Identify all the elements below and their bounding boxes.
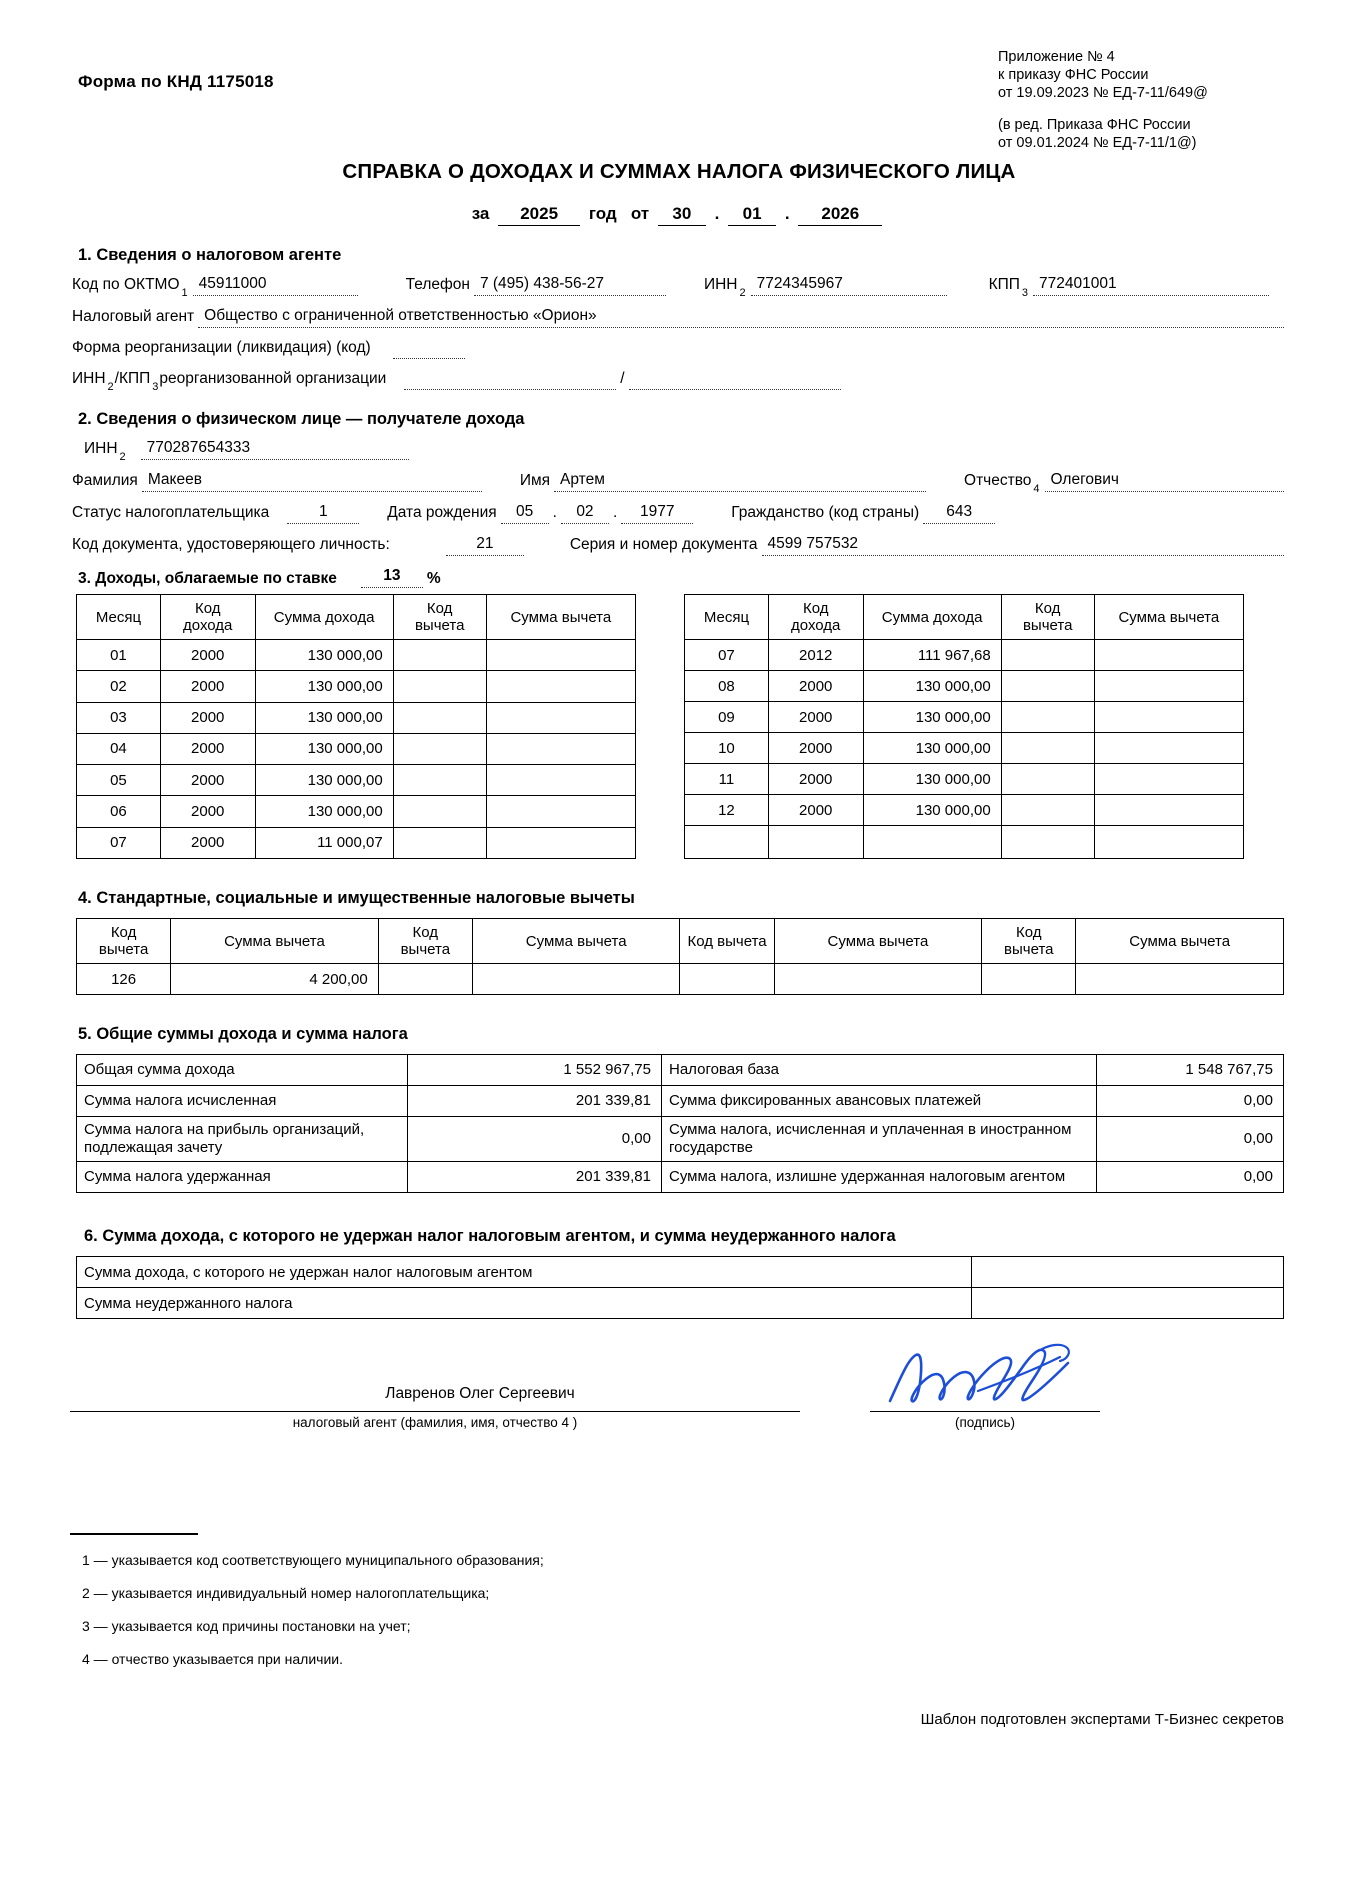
table-row	[77, 1117, 1284, 1162]
reorg-inn-footnote-marker: 2	[107, 381, 114, 393]
cell-income-code: 2012	[768, 640, 863, 671]
oktmo-value[interactable]: 45911000	[193, 275, 358, 296]
middlename-label: Отчество	[964, 472, 1032, 489]
table-row	[77, 702, 636, 733]
period-prefix: за	[471, 204, 490, 223]
deductions-table-body	[77, 964, 1284, 995]
issue-year[interactable]: 2026	[798, 204, 882, 226]
cell-deduction-code	[393, 733, 486, 764]
col-deduction-sum-2: Сумма вычета	[472, 919, 680, 964]
person-name-row	[72, 471, 1288, 495]
birthdate-label: Дата рождения	[387, 504, 497, 521]
agent-inn-label: ИНН	[703, 276, 738, 293]
total-value2-1: 1 548 767,75	[1097, 1055, 1284, 1086]
cell-deduction-code	[393, 671, 486, 702]
cell-income-code: 2000	[160, 827, 255, 858]
total-value2-3: 0,00	[1097, 1117, 1284, 1162]
reorg-form-value[interactable]	[393, 340, 465, 359]
cell-income-code: 2000	[160, 671, 255, 702]
income-tables	[76, 594, 1288, 859]
table-row	[685, 640, 1244, 671]
section-5-heading: 5. Общие суммы дохода и сумма налога	[78, 1025, 408, 1043]
birth-day[interactable]: 05	[501, 503, 549, 524]
agent-name-label: Налоговый агент	[72, 308, 195, 325]
cell-deduction-sum	[486, 827, 635, 858]
cell-month: 12	[685, 795, 769, 826]
col-deduction-code	[1001, 595, 1094, 640]
cell-deduction-sum-4	[1076, 964, 1284, 995]
cell-empty	[768, 826, 863, 859]
agent-kpp-label: КПП	[988, 276, 1020, 293]
cell-deduction-sum	[486, 640, 635, 671]
cell-deduction-sum-1: 4 200,00	[171, 964, 379, 995]
col-month: Месяц	[77, 595, 161, 640]
reorg-form-label: Форма реорганизации (ликвидация) (код)	[72, 339, 371, 356]
cell-deduction-sum	[486, 702, 635, 733]
oktmo-label: Код по ОКТМО	[72, 276, 180, 293]
unwithheld-table	[76, 1256, 1284, 1319]
deductions-table	[76, 918, 1284, 995]
col-code-line1: Код	[412, 924, 439, 941]
knd-form-code: Форма по КНД 1175018	[78, 72, 274, 91]
table-row	[77, 1086, 1284, 1117]
birth-dot-2: .	[612, 504, 618, 521]
cell-empty	[685, 826, 769, 859]
cell-deduction-code	[393, 827, 486, 858]
signature-rule	[870, 1411, 1100, 1412]
total-label2-2: Сумма фиксированных авансовых платежей	[662, 1086, 1097, 1117]
cell-empty	[1001, 826, 1094, 859]
middlename-footnote-marker: 4	[1033, 483, 1040, 495]
cell-income-sum: 130 000,00	[863, 795, 1001, 826]
issue-day[interactable]: 30	[658, 204, 706, 226]
status-value[interactable]: 1	[287, 503, 359, 524]
table-row	[77, 827, 636, 858]
birth-year[interactable]: 1977	[621, 503, 693, 524]
footnote-1: 1 — указывается код соответствующего муниципального образования;	[82, 1552, 544, 1568]
cell-month: 05	[77, 765, 161, 796]
col-deduction-sum-4: Сумма вычета	[1076, 919, 1284, 964]
reorg-inn-label: ИНН	[72, 370, 106, 387]
doc-code-label: Код документа, удостоверяющего личность:	[72, 536, 390, 553]
cell-month: 03	[77, 702, 161, 733]
section-4-heading: 4. Стандартные, социальные и имущественные налоговые вычеты	[78, 889, 635, 907]
total-label2-4: Сумма налога, излишне удержанная налоговым агентом	[662, 1162, 1097, 1193]
table-row	[77, 765, 636, 796]
cell-deduction-sum	[1094, 795, 1243, 826]
birth-dot-1: .	[552, 504, 557, 521]
col-deduction-sum: Сумма вычета	[1094, 595, 1243, 640]
person-document-row	[72, 535, 1288, 556]
cell-income-code: 2000	[768, 702, 863, 733]
agent-inn-footnote-marker: 2	[739, 287, 746, 299]
reorg-inn-value[interactable]	[404, 371, 616, 390]
cell-income-sum: 111 967,68	[863, 640, 1001, 671]
unwithheld-table-body	[77, 1257, 1284, 1319]
table-row-empty	[685, 826, 1244, 859]
cell-deduction-sum-3	[774, 964, 982, 995]
cell-deduction-code	[1001, 671, 1094, 702]
cell-month: 10	[685, 733, 769, 764]
handwritten-signature-icon	[882, 1339, 1102, 1413]
table-row	[77, 640, 636, 671]
document-header	[70, 0, 1288, 151]
cell-income-code: 2000	[160, 796, 255, 827]
oktmo-footnote-marker: 1	[181, 287, 188, 299]
appendix-line-2: к приказу ФНС России	[998, 67, 1149, 83]
issue-month[interactable]: 01	[728, 204, 776, 226]
col-code-line1: Код	[1016, 924, 1042, 941]
total-label-3: Сумма налога на прибыль организаций, подлежащая зачету	[77, 1117, 408, 1162]
table-row	[685, 795, 1244, 826]
cell-month: 07	[685, 640, 769, 671]
total-label2-1: Налоговая база	[662, 1055, 1097, 1086]
total-value-1: 1 552 967,75	[408, 1055, 662, 1086]
template-credit: Шаблон подготовлен экспертами Т-Бизнес секретов	[920, 1711, 1284, 1728]
col-deduction-code-4	[982, 919, 1076, 964]
cell-income-sum: 130 000,00	[863, 733, 1001, 764]
cell-deduction-sum-2	[472, 964, 680, 995]
doc-number-label: Серия и номер документа	[569, 536, 758, 553]
cell-empty	[863, 826, 1001, 859]
cell-deduction-sum	[486, 733, 635, 764]
table-row	[77, 733, 636, 764]
phone-label: Телефон	[405, 276, 470, 293]
period-year[interactable]: 2025	[498, 204, 580, 226]
reorg-kpp-label: /КПП	[114, 370, 151, 387]
col-deduction-sum-3: Сумма вычета	[774, 919, 982, 964]
cell-income-sum: 130 000,00	[255, 671, 393, 702]
signature-block	[70, 1385, 1288, 1489]
col-code-line2: вычета	[98, 941, 149, 958]
cell-income-sum: 130 000,00	[255, 733, 393, 764]
cell-month: 09	[685, 702, 769, 733]
period-from-word: от	[630, 204, 650, 223]
cell-income-code: 2000	[768, 795, 863, 826]
phone-value[interactable]: 7 (495) 438-56-27	[474, 275, 666, 296]
cell-deduction-code	[393, 640, 486, 671]
table-row	[77, 1288, 1284, 1319]
section-2-heading: 2. Сведения о физическом лице — получателе дохода	[78, 410, 525, 428]
total-label-2: Сумма налога исчисленная	[77, 1086, 408, 1117]
signature-caption: (подпись)	[954, 1415, 1016, 1430]
col-deduction-sum: Сумма вычета	[486, 595, 635, 640]
cell-deduction-code	[1001, 640, 1094, 671]
totals-table	[76, 1054, 1284, 1193]
cell-income-code: 2000	[160, 640, 255, 671]
total-value-2: 201 339,81	[408, 1086, 662, 1117]
col-deduction-code-line2: вычета	[1022, 617, 1073, 634]
section-3-heading-row	[78, 567, 1288, 588]
cell-month: 02	[77, 671, 161, 702]
total-value-4: 201 339,81	[408, 1162, 662, 1193]
reorg-kpp-value[interactable]	[629, 371, 841, 390]
citizenship-value[interactable]: 643	[923, 503, 995, 524]
cell-deduction-code-2	[378, 964, 472, 995]
cell-income-code: 2000	[768, 764, 863, 795]
cell-deduction-code	[393, 796, 486, 827]
cell-income-code: 2000	[160, 765, 255, 796]
col-deduction-code-line1: Код	[1034, 600, 1061, 617]
cell-income-sum: 130 000,00	[255, 640, 393, 671]
cell-deduction-code	[393, 702, 486, 733]
col-deduction-code-1	[77, 919, 171, 964]
agent-inn-value[interactable]: 7724345967	[751, 275, 947, 296]
col-deduction-code-2	[378, 919, 472, 964]
person-inn-footnote-marker: 2	[119, 451, 126, 463]
table-row	[77, 1162, 1284, 1193]
col-code-line2: вычета	[400, 941, 451, 958]
doc-number-value[interactable]: 4599 757532	[762, 535, 1284, 556]
page-title: СПРАВКА О ДОХОДАХ И СУММАХ НАЛОГА ФИЗИЧЕСКОГО ЛИЦА	[342, 160, 1016, 183]
col-month: Месяц	[685, 595, 769, 640]
cell-deduction-sum	[1094, 640, 1243, 671]
report-period-line	[70, 204, 1288, 226]
cell-deduction-code	[1001, 795, 1094, 826]
cell-deduction-code-4	[982, 964, 1076, 995]
col-income-code-line2: дохода	[183, 617, 233, 634]
period-year-word: год	[588, 204, 617, 223]
agent-signer-name: Лавренов Олег Сергеевич	[385, 1385, 575, 1402]
cell-income-sum: 130 000,00	[255, 765, 393, 796]
col-income-code-line1: Код	[802, 600, 829, 617]
person-inn-value[interactable]: 770287654333	[141, 439, 409, 460]
total-value2-2: 0,00	[1097, 1086, 1284, 1117]
percent-sign: %	[426, 570, 441, 587]
income-table-left-header	[77, 595, 636, 640]
cell-month: 11	[685, 764, 769, 795]
col-deduction-code-line1: Код	[426, 600, 453, 617]
income-table-left-body	[77, 640, 636, 859]
cell-income-sum: 130 000,00	[255, 702, 393, 733]
date-dot-2: .	[784, 204, 790, 223]
col-income-code-line2: дохода	[791, 617, 841, 634]
total-label-4: Сумма налога удержанная	[77, 1162, 408, 1193]
deductions-table-header	[77, 919, 1284, 964]
cell-income-code: 2000	[768, 733, 863, 764]
signer-name-caption: налоговый агент (фамилия, имя, отчество 4 )	[292, 1415, 578, 1430]
cell-income-code: 2000	[160, 702, 255, 733]
agent-kpp-footnote-marker: 3	[1021, 287, 1029, 299]
col-income-sum: Сумма дохода	[255, 595, 393, 640]
cell-month: 06	[77, 796, 161, 827]
income-table-right	[684, 594, 1244, 859]
income-table-right-body	[685, 640, 1244, 859]
appendix-gap	[998, 102, 1288, 116]
footnote-divider	[70, 1533, 198, 1535]
total-value2-4: 0,00	[1097, 1162, 1284, 1193]
col-code-line2: вычета	[1004, 941, 1054, 958]
cell-income-sum: 11 000,07	[255, 827, 393, 858]
table-row	[77, 1055, 1284, 1086]
appendix-line-3: от 19.09.2023 № ЕД-7-11/649@	[998, 85, 1208, 101]
cell-deduction-sum	[1094, 671, 1243, 702]
col-income-code-line1: Код	[194, 600, 221, 617]
cell-income-sum: 130 000,00	[863, 702, 1001, 733]
footnote-4: 4 — отчество указывается при наличии.	[82, 1651, 343, 1667]
income-table-left	[76, 594, 636, 859]
reorg-form-row	[72, 339, 1288, 359]
date-dot-1: .	[714, 204, 720, 223]
cell-month: 01	[77, 640, 161, 671]
citizenship-label: Гражданство (код страны)	[731, 504, 920, 521]
cell-deduction-sum	[1094, 764, 1243, 795]
footnote-2: 2 — указывается индивидуальный номер налогоплательщика;	[82, 1585, 490, 1601]
cell-deduction-code	[1001, 764, 1094, 795]
firstname-value[interactable]: Артем	[554, 471, 926, 492]
person-inn-label: ИНН	[84, 440, 118, 457]
person-status-row	[72, 503, 1288, 524]
section-1-heading: 1. Сведения о налоговом агенте	[78, 246, 342, 264]
lastname-label: Фамилия	[72, 472, 138, 489]
table-row	[685, 733, 1244, 764]
appendix-reference	[998, 48, 1288, 152]
appendix-line-1: Приложение № 4	[998, 49, 1115, 65]
cell-deduction-code	[1001, 702, 1094, 733]
unwithheld-label-1: Сумма дохода, с которого не удержан налог налоговым агентом	[77, 1257, 972, 1288]
cell-month: 08	[685, 671, 769, 702]
col-code-line1: Код	[110, 924, 137, 941]
cell-month: 04	[77, 733, 161, 764]
total-label-1: Общая сумма дохода	[77, 1055, 408, 1086]
agent-kpp-value[interactable]: 772401001	[1033, 275, 1269, 296]
table-row	[77, 796, 636, 827]
cell-deduction-code-1: 126	[77, 964, 171, 995]
cell-income-sum: 130 000,00	[863, 764, 1001, 795]
cell-empty	[1094, 826, 1243, 859]
reorg-inn-kpp-row	[72, 370, 1288, 393]
table-row	[685, 702, 1244, 733]
reorg-org-label: реорганизованной организации	[159, 370, 387, 387]
middlename-value[interactable]: Олегович	[1045, 471, 1284, 492]
cell-income-sum: 130 000,00	[863, 671, 1001, 702]
table-row	[685, 671, 1244, 702]
reorg-slash: /	[620, 370, 625, 387]
agent-name-row	[72, 307, 1288, 328]
unwithheld-value-1	[972, 1257, 1284, 1288]
income-table-right-header	[685, 595, 1244, 640]
agent-identifiers-row	[72, 275, 1288, 299]
cell-income-sum: 130 000,00	[255, 796, 393, 827]
revision-line-1: (в ред. Приказа ФНС России	[998, 117, 1191, 133]
person-inn-row	[84, 439, 1288, 463]
footnote-3: 3 — указывается код причины постановки на учет;	[82, 1618, 411, 1634]
doc-code-value[interactable]: 21	[446, 535, 524, 556]
cell-deduction-sum	[486, 796, 635, 827]
col-deduction-sum-1: Сумма вычета	[171, 919, 379, 964]
unwithheld-value-2	[972, 1288, 1284, 1319]
birth-month[interactable]: 02	[561, 503, 609, 524]
cell-deduction-sum	[486, 671, 635, 702]
status-label: Статус налогоплательщика	[72, 504, 270, 521]
col-deduction-code-line2: вычета	[414, 617, 465, 634]
col-income-code	[768, 595, 863, 640]
firstname-label: Имя	[519, 472, 551, 489]
col-deduction-code-3: Код вычета	[680, 919, 774, 964]
col-income-sum: Сумма дохода	[863, 595, 1001, 640]
cell-income-code: 2000	[768, 671, 863, 702]
total-label2-3: Сумма налога, исчисленная и уплаченная в иностранном государстве	[662, 1117, 1097, 1162]
cell-deduction-code	[1001, 733, 1094, 764]
cell-deduction-code-3	[680, 964, 774, 995]
cell-deduction-sum	[486, 765, 635, 796]
section-3-heading: 3. Доходы, облагаемые по ставке	[78, 570, 337, 587]
lastname-value[interactable]: Макеев	[142, 471, 482, 492]
tax-rate-value[interactable]: 13	[361, 567, 423, 588]
signer-name-rule	[70, 1411, 800, 1412]
cell-income-code: 2000	[160, 733, 255, 764]
col-income-code	[160, 595, 255, 640]
cell-deduction-sum	[1094, 733, 1243, 764]
agent-name-value[interactable]: Общество с ограниченной ответственностью «Орион»	[198, 307, 1284, 328]
document-body	[70, 0, 1288, 1728]
reorg-kpp-footnote-marker: 3	[152, 381, 159, 393]
unwithheld-label-2: Сумма неудержанного налога	[77, 1288, 972, 1319]
table-row	[77, 671, 636, 702]
cell-deduction-code	[393, 765, 486, 796]
cell-deduction-sum	[1094, 702, 1243, 733]
cell-month: 07	[77, 827, 161, 858]
table-row	[77, 1257, 1284, 1288]
totals-table-body	[77, 1055, 1284, 1193]
revision-line-2: от 09.01.2024 № ЕД-7-11/1@)	[998, 135, 1197, 151]
total-value-3: 0,00	[408, 1117, 662, 1162]
table-row	[685, 764, 1244, 795]
col-deduction-code	[393, 595, 486, 640]
section-6-heading: 6. Сумма дохода, с которого не удержан налог налоговым агентом, и сумма неудержанного налога	[84, 1227, 896, 1245]
table-row	[77, 964, 1284, 995]
